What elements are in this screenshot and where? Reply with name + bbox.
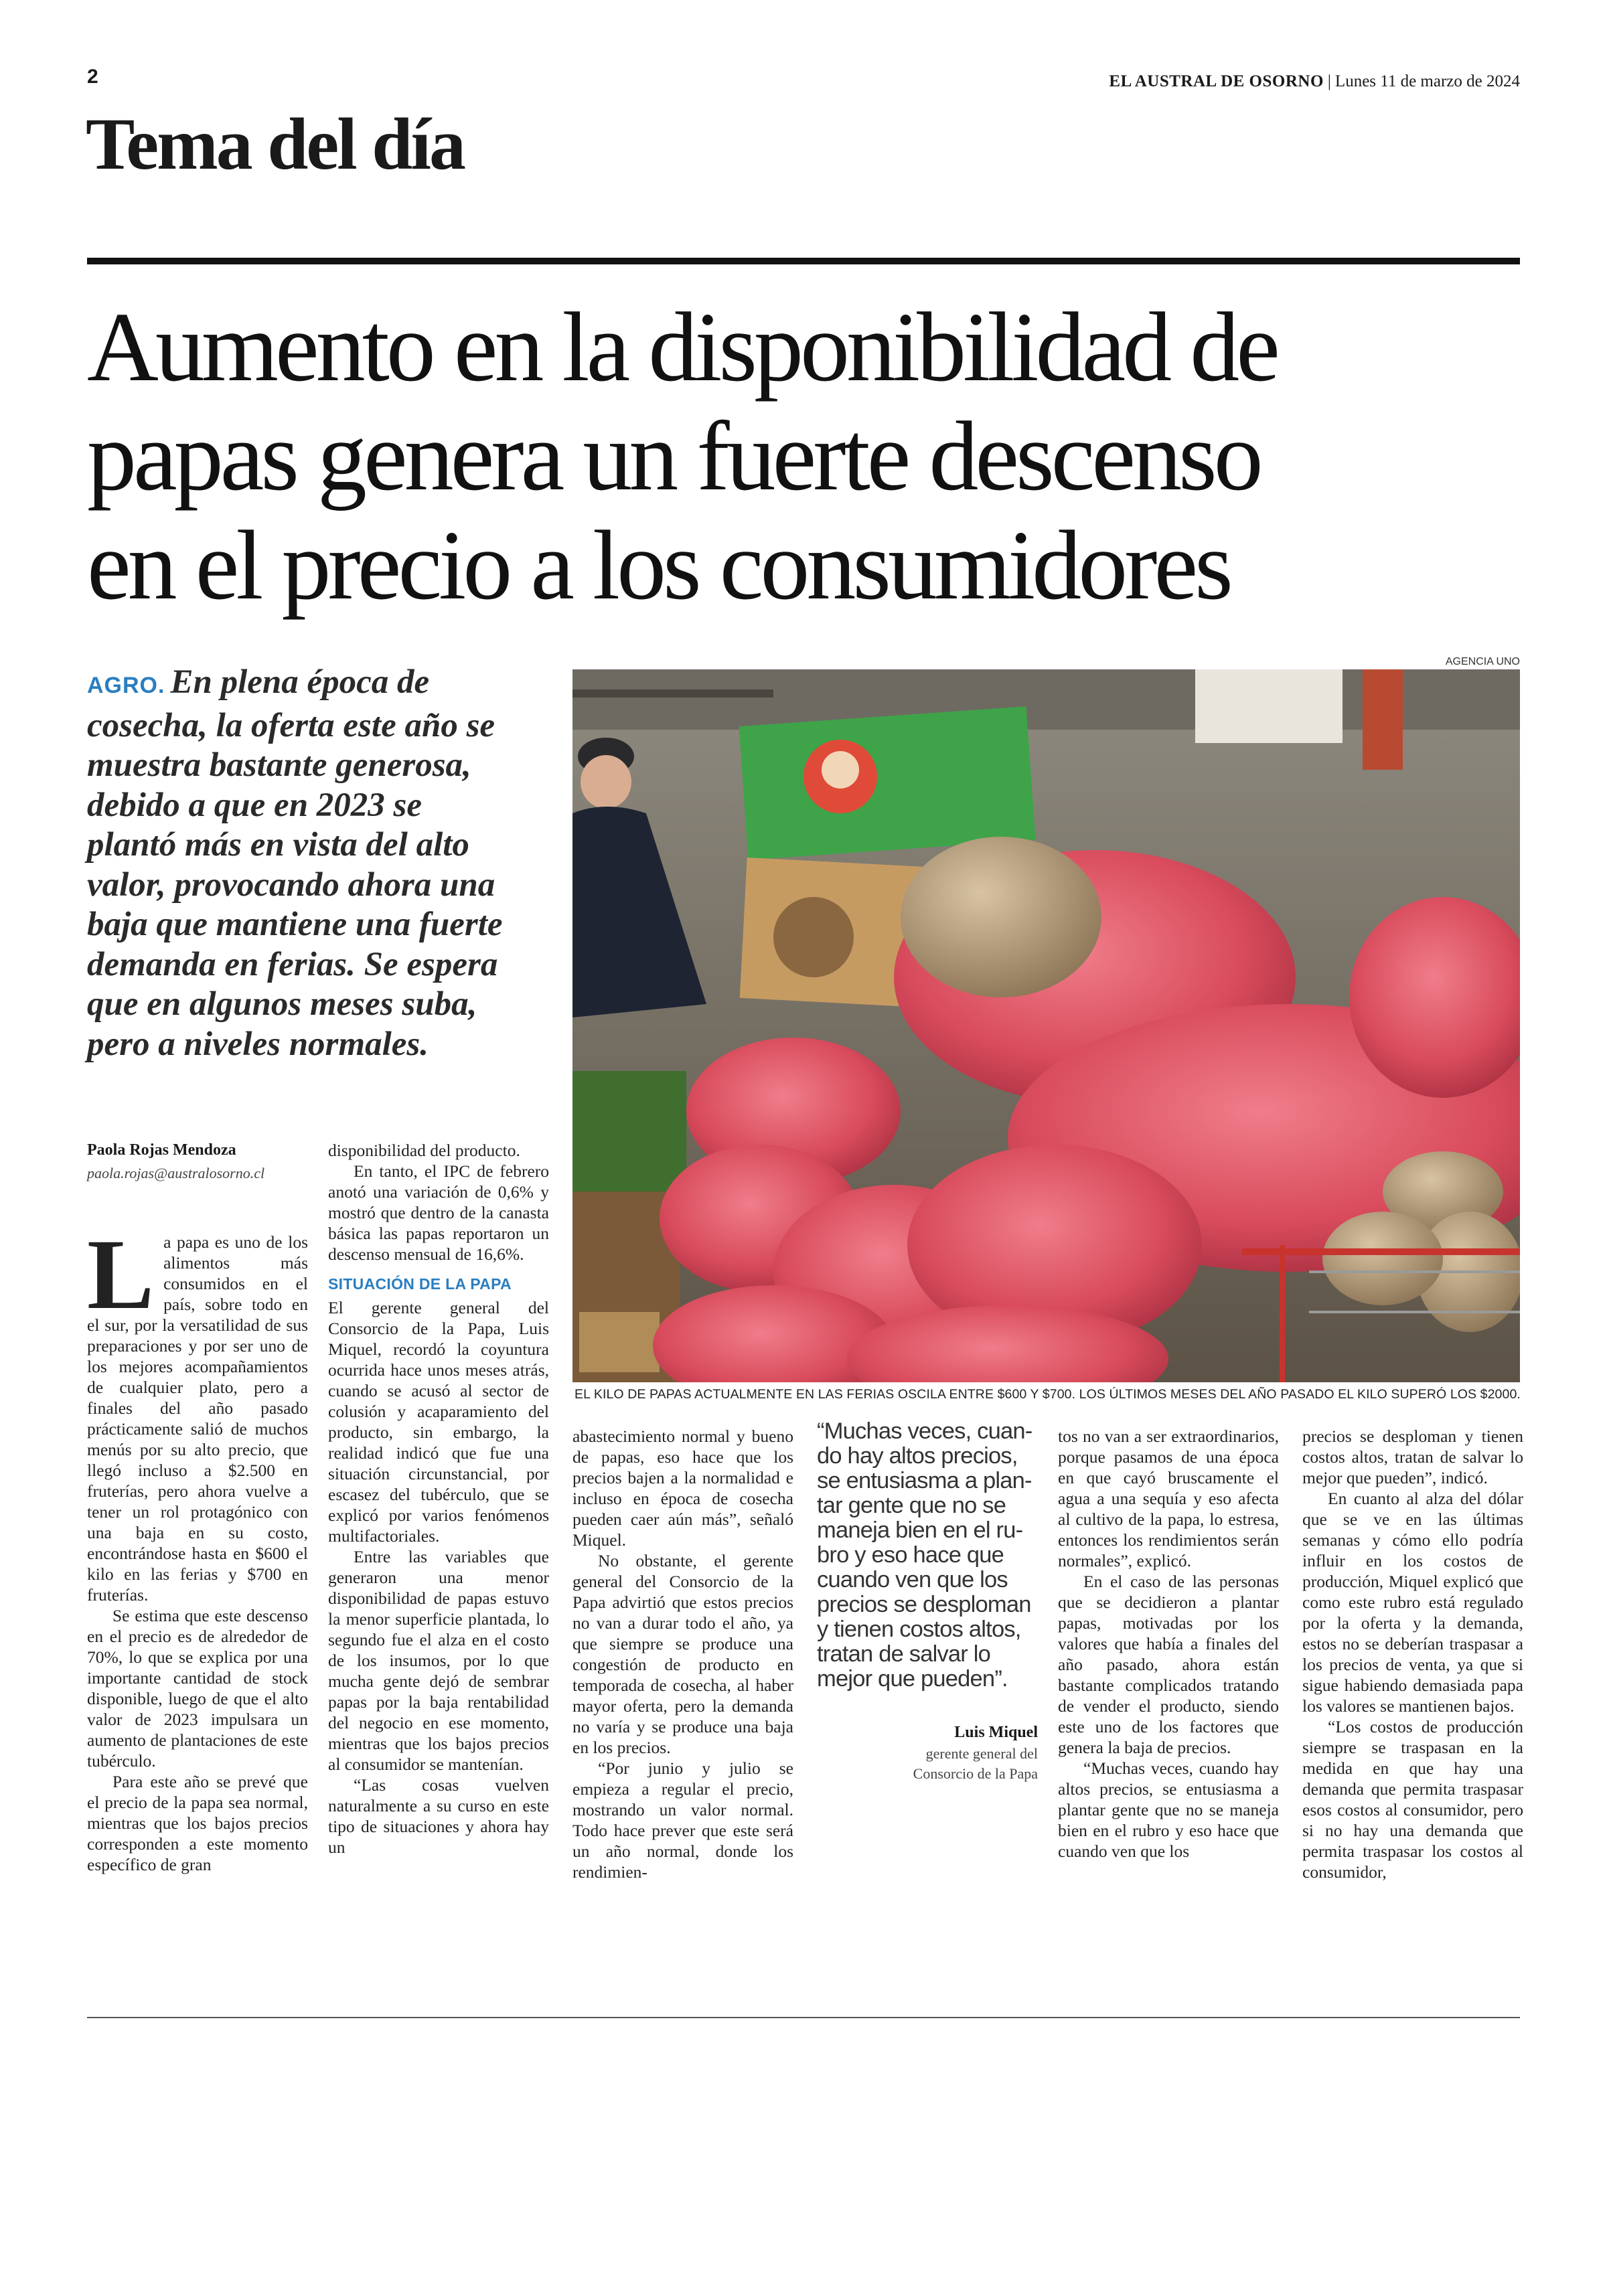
body-paragraph: Para este año se prevé que el precio de la papa sea normal, mientras que los bajos precios corresponden a este momento específico de gran — [87, 1772, 308, 1874]
lead-line — [87, 663, 549, 706]
pull-quote-line: tratan de salvar lo — [817, 1641, 991, 1667]
pull-quote-line: cuando ven que los — [817, 1567, 1008, 1592]
body-paragraph: abastecimiento normal y bueno de papas, eso hace que los precios bajen a la normalidad e incluso en época de cosecha pueden caer aún más”, señaló Miquel. — [572, 1426, 793, 1550]
body-column-5 — [1058, 1426, 1279, 1862]
pull-quote-line: mejor que pueden”. — [817, 1666, 1008, 1692]
body-column-3 — [572, 1426, 793, 1882]
headline-line: Aumento en la disponibilidad de — [87, 293, 1277, 402]
top-rule — [87, 258, 1520, 264]
pull-quote — [817, 1419, 1038, 1692]
lead-line: muestra bastante generosa, — [87, 746, 471, 784]
body-paragraph: La papa es uno de los alimentos más consumidos en el país, sobre todo en el sur, por la versatilidad de sus preparaciones y por ser uno de los mejores acompañamientos de cualquier plato, pero a finales del año pasado prácticamente salió de muchos menús por su alto precio, que llegó incluso a $2.500 en fruterías, pero ahora vuelve a tener un rol protagónico con una baja en su costo, encontrándose hasta en $600 el kilo en las ferias y $700 en fruterías. — [87, 1219, 308, 1605]
pull-quote-line: “Muchas veces, cuan- — [817, 1418, 1032, 1444]
body-paragraph: Se estima que este descenso en el precio es de alrededor de 70%, lo que se explica por una importante cantidad de stock disponible, luego de que el alto valor de 2023 impulsara un aumento de plantaciones de este tubérculo. — [87, 1606, 308, 1771]
lead-line: pero a niveles normales. — [87, 1025, 429, 1063]
photo-credit: AGENCIA UNO — [1445, 656, 1520, 667]
body-column-1 — [87, 1219, 308, 1875]
lead-line: debido a que en 2023 se — [87, 786, 423, 824]
body-column-2 — [328, 1140, 549, 1858]
body-paragraph: disponibilidad del producto. — [328, 1141, 520, 1160]
body-paragraph: precios se desploman y tienen costos altos, tratan de salvar lo mejor que pueden”, indicó. — [1302, 1426, 1523, 1487]
pull-quote-role: gerente general del — [925, 1745, 1038, 1762]
lead-text: En plena época de — [170, 663, 430, 701]
section-tag: AGRO. — [87, 673, 165, 698]
pull-quote-attribution: Luis Miquel — [954, 1724, 1038, 1741]
body-paragraph: Entre las variables que generaron una menor disponibilidad de papas estuvo la menor superficie plantada, lo segundo fue el alza en el costo de los insumos, por lo que mucha gente dejó de sembrar papas por la baja rentabilidad del negocio en ese momento, mientras que los bajos precios al consumidor se mantenían. — [328, 1547, 549, 1774]
body-paragraph: En tanto, el IPC de febrero anotó una variación de 0,6% y mostró que dentro de la canasta básica las papas reportaron un descenso mensual de 16,6%. — [328, 1161, 549, 1264]
article-photo — [572, 669, 1520, 1382]
body-paragraph: El gerente general del Consorcio de la Papa, Luis Miquel, recordó la coyuntura ocurrida hace unos meses atrás, cuando se acusó al sector de colusión y acaparamiento del producto, sin embargo, la realidad indicó que fue una situación circunstancial, por escasez del tubérculo, que se explicó por varios fenómenos multifactoriales. — [328, 1298, 549, 1546]
pull-quote-role: Consorcio de la Papa — [913, 1765, 1038, 1782]
pull-quote-line: do hay altos precios, — [817, 1443, 1018, 1469]
byline-author: Paola Rojas Mendoza — [87, 1141, 236, 1159]
photo-caption: EL KILO DE PAPAS ACTUALMENTE EN LAS FERIAS OSCILA ENTRE $600 Y $700. LOS ÚLTIMOS MESES DEL AÑO PASADO EL KILO SUPERÓ LOS $2000. — [575, 1387, 1521, 1402]
body-paragraph: No obstante, el gerente general del Consorcio de la Papa advirtió que estos precios no van a durar todo el año, ya que siempre se produce una congestión de producto en temporada de cosecha, al haber mayor oferta, pero la demanda no varía y se produce una baja en los precios. — [572, 1551, 793, 1757]
headline-line: papas genera un fuerte descenso — [87, 402, 1260, 511]
section-title: Tema del día — [86, 103, 465, 185]
page-number: 2 — [87, 66, 98, 88]
byline-email[interactable]: paola.rojas@australosorno.cl — [87, 1165, 265, 1181]
lead-paragraph — [87, 663, 549, 1064]
subheading: SITUACIÓN DE LA PAPA — [328, 1275, 512, 1293]
pull-quote-line: y tienen costos altos, — [817, 1617, 1021, 1642]
body-column-6 — [1302, 1426, 1523, 1882]
body-paragraph: En el caso de las personas que se decidieron a plantar papas, motivadas por los valores que había a finales del año pasado, ahora están bastante complicados tratando de vender el producto, siendo este uno de los factores que genera la baja de precios. — [1058, 1572, 1279, 1757]
body-paragraph: En cuanto al alza del dólar que se ve en las últimas semanas y cómo ello podría influir en los costos de producción, Miquel explicó que como este rubro está regulado por la oferta y la demanda, estos no se deberían traspasar a los precios de venta, ya que si sigue habiendo demasiada papa los valores se mantienen bajos. — [1302, 1489, 1523, 1716]
lead-line: baja que mantiene una fuerte — [87, 906, 503, 943]
body-paragraph: tos no van a ser extraordinarios, porque pasamos de una época en que cayó bruscamente el agua a una sequía y eso afecta al cultivo de la papa, lo estresa, entonces los rendimientos serán normales”, explicó. — [1058, 1426, 1279, 1570]
lead-line: plantó más en vista del alto — [87, 826, 469, 864]
pull-quote-line: tar gente que no se — [817, 1493, 1006, 1518]
masthead-separator: | — [1327, 72, 1331, 90]
publication-name: EL AUSTRAL DE OSORNO — [1109, 72, 1324, 90]
bottom-rule — [87, 2017, 1520, 2018]
lead-line: que en algunos meses suba, — [87, 985, 477, 1023]
pull-quote-line: maneja bien en el ru- — [817, 1518, 1023, 1543]
masthead — [1109, 72, 1520, 91]
body-paragraph: “Los costos de producción siempre se traspasan en la medida en que hay una demanda que permita traspasar esos costos al consumidor, pero si no hay una demanda que permita traspasar los costos al consumidor, — [1302, 1717, 1523, 1882]
headline-line: en el precio a los consumidores — [87, 511, 1230, 621]
body-paragraph: “Muchas veces, cuando hay altos precios, se entusiasma a plantar gente que no se maneja bien en el rubro y eso hace que cuando ven que los — [1058, 1758, 1279, 1861]
issue-date: Lunes 11 de marzo de 2024 — [1334, 72, 1520, 90]
pull-quote-line: bro y eso hace que — [817, 1542, 1004, 1568]
body-paragraph: “Las cosas vuelven naturalmente a su curso en este tipo de situaciones y ahora hay un — [328, 1775, 549, 1857]
lead-line: valor, provocando ahora una — [87, 866, 495, 904]
pull-quote-line: se entusiasma a plan- — [817, 1468, 1032, 1493]
potato-sacks-illustration — [572, 669, 1520, 1382]
pull-quote-line: precios se desploman — [817, 1592, 1031, 1617]
headline — [87, 293, 1527, 621]
lead-line: cosecha, la oferta este año se — [87, 706, 495, 744]
body-paragraph: “Por junio y julio se empieza a regular el precio, mostrando un valor normal. Todo hace prever que este será un año normal, donde los rendimien- — [572, 1758, 793, 1882]
lead-line: demanda en ferias. Se espera — [87, 945, 498, 983]
